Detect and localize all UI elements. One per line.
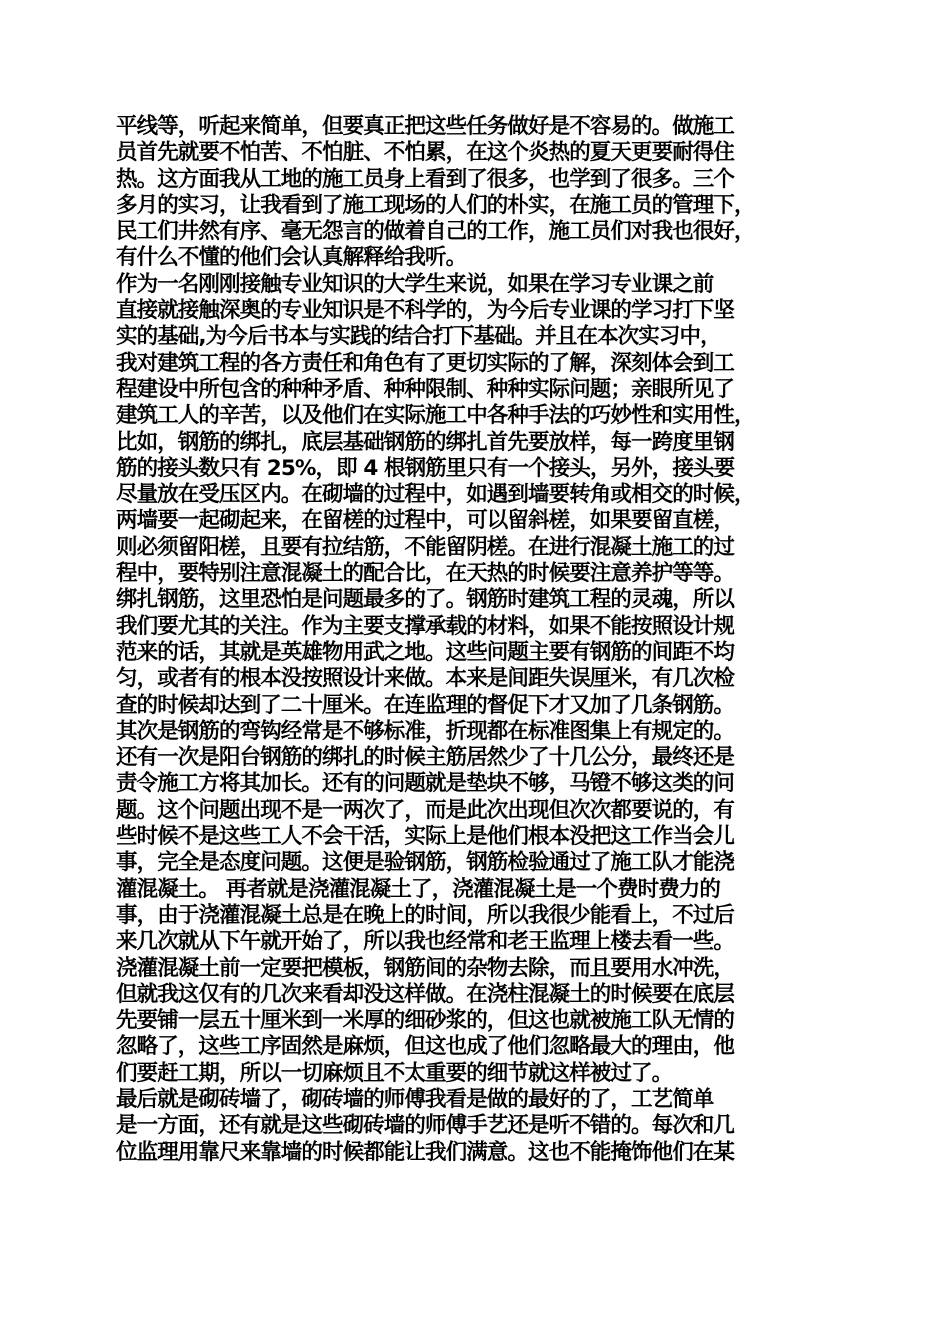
text-line: 两墙要一起砌起来，在留槎的过程中，可以留斜槎，如果要留直槎，	[116, 508, 735, 534]
text-line: 筋的接头数只有 25%，即 4 根钢筋里只有一个接头，另外，接头要	[116, 455, 735, 481]
text-line: 程建设中所包含的种种矛盾、种种限制、种种实际问题；亲眼所见了	[116, 376, 735, 402]
text-line: 忽略了，这些工序固然是麻烦，但这也成了他们忽略最大的理由，他	[116, 1034, 735, 1060]
text-line: 则必须留阳槎，且要有拉结筋，不能留阴槎。在进行混凝土施工的过	[116, 534, 735, 560]
text-line: 匀，或者有的根本没按照设计来做。本来是间距失误厘米，有几次检	[116, 666, 735, 692]
text-line: 是一方面，还有就是这些砌砖墙的师傅手艺还是听不错的。每次和几	[116, 1113, 735, 1139]
text-line: 热。这方面我从工地的施工员身上看到了很多，也学到了很多。三个	[116, 166, 735, 192]
text-line: 程中，要特别注意混凝土的配合比，在天热的时候要注意养护等等。	[116, 561, 735, 587]
text-line: 绑扎钢筋，这里恐怕是问题最多的了。钢筋时建筑工程的灵魂，所以	[116, 587, 735, 613]
text-line: 们要赶工期，所以一切麻烦且不太重要的细节就这样被过了。	[116, 1060, 673, 1086]
text-line: 题。这个问题出现不是一两次了，而是此次出现但次次都要说的，有	[116, 797, 735, 823]
text-line: 来几次就从下午就开始了，所以我也经常和老王监理上楼去看一些。	[116, 929, 735, 955]
document-body	[116, 114, 846, 1166]
text-line: 位监理用靠尺来靠墙的时候都能让我们满意。这也不能掩饰他们在某	[116, 1139, 735, 1165]
text-line: 我们要尤其的关注。作为主要支撑承载的材料，如果不能按照设计规	[116, 613, 735, 639]
text-line: 比如，钢筋的绑扎，底层基础钢筋的绑扎首先要放样，每一跨度里钢	[116, 429, 735, 455]
text-line: 事，由于浇灌混凝土总是在晚上的时间，所以我很少能看上，不过后	[116, 902, 735, 928]
text-line: 建筑工人的辛苦，以及他们在实际施工中各种手法的巧妙性和实用性，	[116, 403, 755, 429]
text-line: 其次是钢筋的弯钩经常是不够标准，折现都在标准图集上有规定的。	[116, 718, 735, 744]
text-line: 查的时候却达到了二十厘米。在连监理的督促下才又加了几条钢筋。	[116, 692, 735, 718]
text-line: 平线等，听起来简单，但要真正把这些任务做好是不容易的。做施工	[116, 114, 735, 139]
text-line: 最后就是砌砖墙了，砌砖墙的师傅我看是做的最好的了，工艺简单	[116, 1086, 714, 1112]
text-line: 尽量放在受压区内。在砌墙的过程中，如遇到墙要转角或相交的时候，	[116, 482, 755, 508]
text-line: 作为一名刚刚接触专业知识的大学生来说，如果在学习专业课之前	[116, 271, 714, 297]
text-line: 责令施工方将其加长。还有的问题就是垫块不够，马镫不够这类的问	[116, 771, 735, 797]
text-line: 我对建筑工程的各方责任和角色有了更切实际的了解，深刻体会到工	[116, 350, 735, 376]
text-line: 员首先就要不怕苦、不怕脏、不怕累，在这个炎热的夏天更要耐得住	[116, 140, 735, 166]
text-line: 有什么不懂的他们会认真解释给我听。	[116, 245, 467, 271]
text-line: 浇灌混凝土前一定要把模板，钢筋间的杂物去除，而且要用水冲洗，	[116, 955, 735, 981]
text-line: 事，完全是态度问题。这便是验钢筋，钢筋检验通过了施工队才能浇	[116, 850, 735, 876]
text-line: 灌混凝土。 再者就是浇灌混凝土了，浇灌混凝土是一个费时费力的	[116, 876, 720, 902]
text-line: 直接就接触深奥的专业知识是不科学的，为今后专业课的学习打下坚	[116, 298, 735, 324]
text-line: 多月的实习，让我看到了施工现场的人们的朴实，在施工员的管理下，	[116, 192, 755, 218]
text-line: 些时候不是这些工人不会干活，实际上是他们根本没把这工作当会儿	[116, 824, 735, 850]
text-line: 还有一次是阳台钢筋的绑扎的时候主筋居然少了十几公分，最终还是	[116, 745, 735, 771]
text-line: 民工们井然有序、毫无怨言的做着自己的工作，施工员们对我也很好，	[116, 219, 755, 245]
text-line: 先要铺一层五十厘米到一米厚的细砂浆的，但这也就被施工队无情的	[116, 1008, 735, 1034]
text-line: 范来的话，其就是英雄物用武之地。这些问题主要有钢筋的间距不均	[116, 639, 735, 665]
text-line: 但就我这仅有的几次来看却没这样做。在浇柱混凝土的时候要在底层	[116, 981, 735, 1007]
text-line: 实的基础,为今后书本与实践的结合打下基础。并且在本次实习中，	[116, 324, 721, 350]
